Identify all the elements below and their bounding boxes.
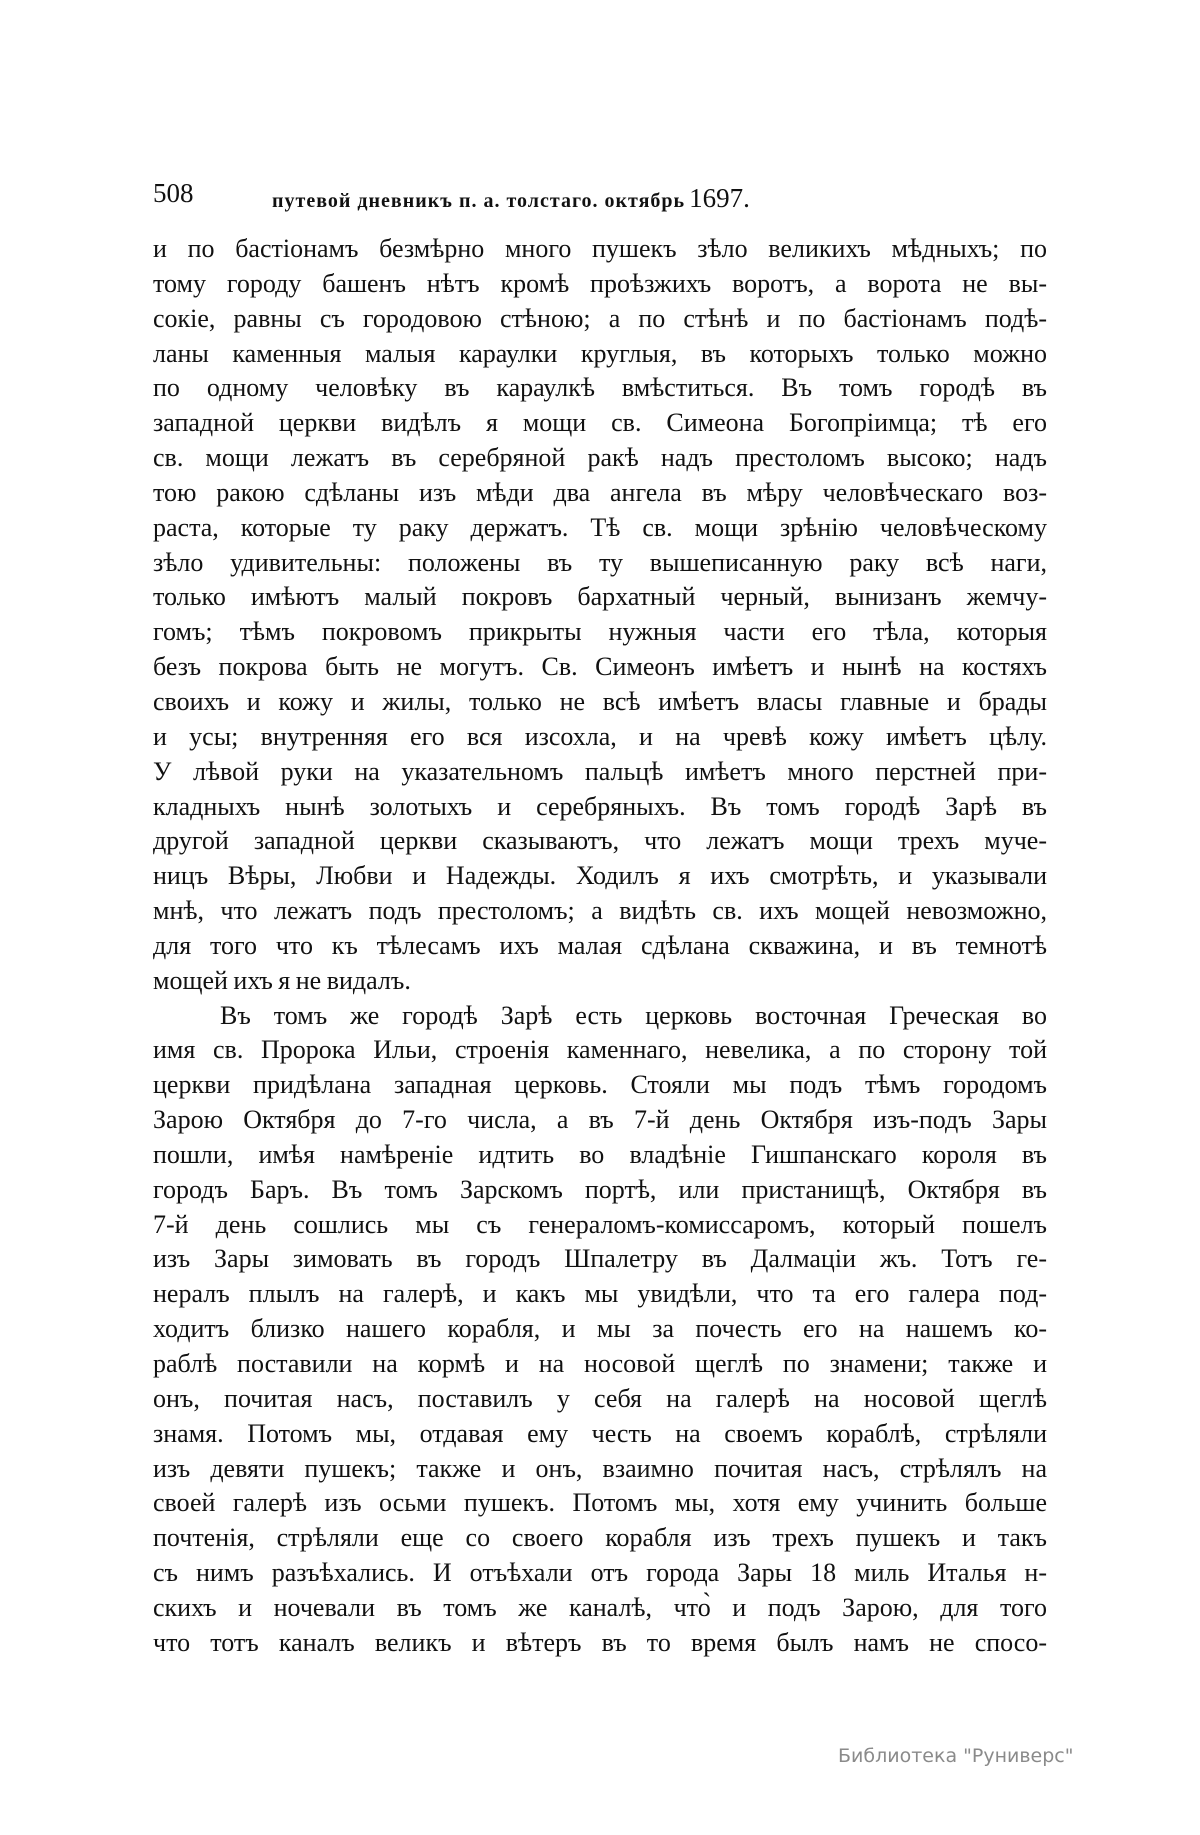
text-line: изъ девяти пушекъ; также и онъ, взаимно почитая насъ, стрѣлялъ на — [153, 1453, 1047, 1483]
text-line: другой западной церкви сказываютъ, что лежатъ мощи трехъ муче- — [153, 826, 1047, 856]
library-watermark: Библиотека "Руниверс" — [838, 1745, 1074, 1767]
text-line: и по бастіонамъ безмѣрно много пушекъ зѣло великихъ мѣдныхъ; по — [153, 234, 1047, 263]
text-line: св. мощи лежатъ въ серебряной ракѣ надъ престоломъ высоко; надъ — [153, 443, 1047, 473]
text-line: съ нимъ разъѣхались. И отъѣхали отъ города Зары 18 миль Италья н- — [153, 1558, 1047, 1588]
text-line: кладныхъ нынѣ золотыхъ и серебряныхъ. Въ томъ городѣ Зарѣ въ — [153, 791, 1047, 821]
text-line: безъ покрова быть не могутъ. Св. Симеонъ имѣетъ и нынѣ на костяхъ — [153, 652, 1047, 682]
text-line: только имѣютъ малый покровъ бархатный черный, вынизанъ жемчу- — [153, 582, 1047, 612]
text-line: пошли, имѣя намѣреніе идтить во владѣніе Гишпанскаго короля въ — [153, 1139, 1047, 1169]
text-line: У лѣвой руки на указательномъ пальцѣ имѣетъ много перстней при- — [153, 756, 1047, 786]
text-line: ланы каменныя малыя караулки круглыя, въ которыхъ только можно — [153, 338, 1047, 368]
page-number: 508 — [153, 178, 194, 208]
text-line: 7-й день сошлись мы съ генераломъ-комиссаромъ, который пошелъ — [153, 1209, 1047, 1239]
paragraph — [153, 232, 1047, 999]
text-line: почтенія, стрѣляли еще со своего корабля изъ трехъ пушекъ и такъ — [153, 1523, 1047, 1553]
running-title-text: путевой дневникъ п. а. толстаго. октябрь — [272, 190, 686, 212]
text-line: изъ Зары зимовать въ городъ Шпалетру въ Далмаціи жъ. Тотъ ге- — [153, 1244, 1047, 1274]
text-line: ницъ Вѣры, Любви и Надежды. Ходилъ я ихъ смотрѣть, и указывали — [153, 861, 1047, 891]
text-line: сокіе, равны съ городовою стѣною; а по стѣнѣ и по бастіонамъ подѣ- — [153, 303, 1047, 333]
text-line: нералъ плылъ на галерѣ, и какъ мы увидѣли, что та его галера под- — [153, 1279, 1047, 1309]
text-line: что тотъ каналъ великъ и вѣтеръ въ то время былъ намъ не спосо- — [153, 1627, 1047, 1657]
paragraph — [153, 999, 1047, 1661]
text-line: городъ Баръ. Въ томъ Зарскомъ портѣ, или пристанищѣ, Октября въ — [153, 1174, 1047, 1204]
text-line: для того что къ тѣлесамъ ихъ малая сдѣлана скважина, и въ темнотѣ — [153, 930, 1047, 960]
body-text — [153, 232, 1047, 1661]
text-line: раблѣ поставили на кормѣ и на носовой щеглѣ по знамени; также и — [153, 1349, 1047, 1378]
text-line: раста, которые ту раку держатъ. Тѣ св. мощи зрѣнію человѣческому — [153, 512, 1047, 542]
text-line: церкви придѣлана западная церковь. Стояли мы подъ тѣмъ городомъ — [153, 1070, 1047, 1100]
running-title-year: 1697. — [689, 183, 750, 213]
text-line: гомъ; тѣмъ покровомъ прикрыты нужныя части его тѣла, которыя — [153, 617, 1047, 647]
text-line: по одному человѣку въ караулкѣ вмѣститься. Въ томъ городѣ въ — [153, 373, 1047, 403]
text-line: знамя. Потомъ мы, отдавая ему честь на своемъ кораблѣ, стрѣляли — [153, 1418, 1047, 1448]
text-line: ходитъ близко нашего корабля, и мы за почесть его на нашемъ ко- — [153, 1314, 1047, 1344]
running-title — [272, 183, 750, 214]
text-line: мощей ихъ я не видалъ. — [153, 965, 411, 995]
text-line: Зарою Октября до 7-го числа, а въ 7-й день Октября изъ-подъ Зары — [153, 1105, 1047, 1135]
text-line: и усы; внутренняя его вся изсохла, и на чревѣ кожу имѣетъ цѣлу. — [153, 721, 1047, 751]
text-line: своихъ и кожу и жилы, только не всѣ имѣетъ власы главные и брады — [153, 686, 1047, 716]
text-line: зѣло удивительны: положены въ ту вышеписанную раку всѣ наги, — [153, 547, 1047, 577]
text-line: мнѣ, что лежатъ подъ престоломъ; а видѣть св. ихъ мощей невозможно, — [153, 896, 1047, 926]
text-line: скихъ и ночевали въ томъ же каналѣ, что̀ и подъ Зарою, для того — [153, 1592, 1047, 1622]
running-header — [153, 178, 1047, 218]
text-line: своей галерѣ изъ осьми пушекъ. Потомъ мы, хотя ему учинить больше — [153, 1488, 1047, 1518]
text-line: западной церкви видѣлъ я мощи св. Симеона Богопріимца; тѣ его — [153, 408, 1047, 438]
text-line: тому городу башенъ нѣтъ кромѣ проѣзжихъ воротъ, а ворота не вы- — [153, 268, 1047, 298]
text-line: онъ, почитая насъ, поставилъ у себя на галерѣ на носовой щеглѣ — [153, 1383, 1047, 1413]
text-line: имя св. Пророка Ильи, строенія каменнаго, невелика, а по сторону той — [153, 1035, 1047, 1065]
text-line: тою ракою сдѣланы изъ мѣди два ангела въ мѣру человѣческаго воз- — [153, 477, 1047, 507]
text-line: Въ томъ же городѣ Зарѣ есть церковь восточная Греческая во — [220, 1000, 1047, 1030]
